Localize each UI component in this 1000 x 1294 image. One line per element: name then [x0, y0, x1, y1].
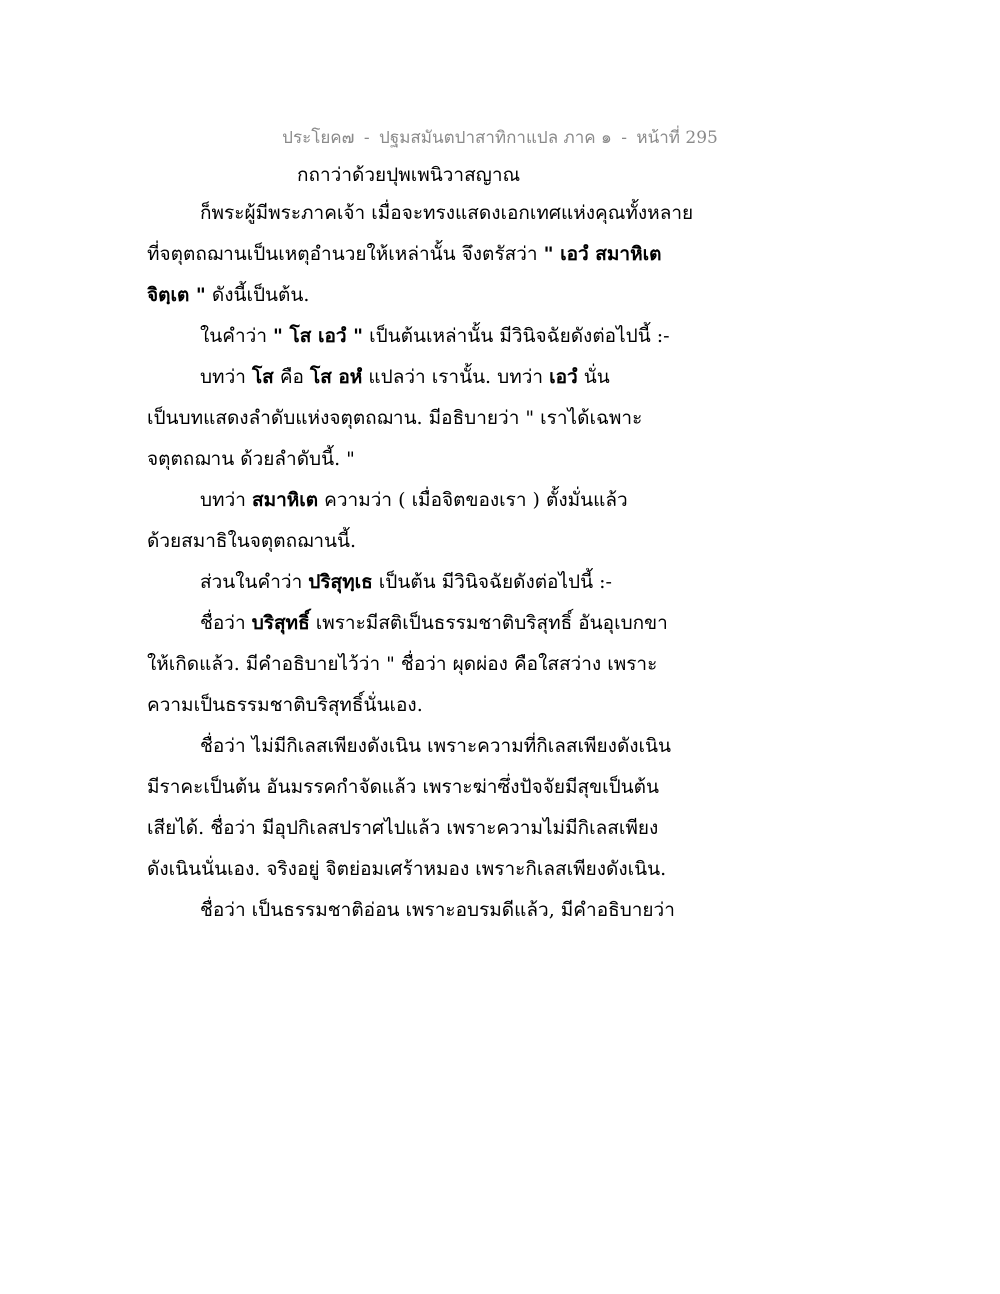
key-term: บริสุทธิ์ — [251, 612, 310, 634]
text-line: ส่วนในคำว่า ปริสุทฺเธ เป็นต้น มีวินิจฉัยดังต่อไปนี้ :- — [200, 571, 612, 593]
pali-term: เอวํ — [549, 366, 578, 388]
text-line: ความเป็นธรรมชาติบริสุทธิ์นั่นเอง. — [147, 694, 423, 716]
text-line: จิตฺเต " ดังนี้เป็นต้น. — [147, 284, 310, 306]
text-line: ก็พระผู้มีพระภาคเจ้า เมื่อจะทรงแสดงเอกเทศแห่งคุณทั้งหลาย — [200, 202, 694, 224]
text-line: เป็นบทแสดงลำดับแห่งจตุตถฌาน. มีอธิบายว่า " เราได้เฉพาะ — [147, 407, 643, 429]
text-line: เสียได้. ชื่อว่า มีอุปกิเลสปราศไปแล้ว เพราะความไม่มีกิเลสเพียง — [147, 817, 659, 839]
header-separator: - — [363, 128, 370, 148]
text-line: มีราคะเป็นต้น อันมรรคกำจัดแล้ว เพราะฆ่าซึ่งปัจจัยมีสุขเป็นต้น — [147, 776, 659, 798]
header-chapter: ประโยค๗ — [282, 128, 355, 148]
text-line: ชื่อว่า ไม่มีกิเลสเพียงดังเนิน เพราะความที่กิเลสเพียงดังเนิน — [200, 735, 672, 757]
pali-term: โส อหํ — [309, 366, 363, 388]
text-line: ดังเนินนั่นเอง. จริงอยู่ จิตย่อมเศร้าหมอง เพราะกิเลสเพียงดังเนิน. — [147, 858, 667, 880]
pali-term: สมาหิเต — [251, 489, 319, 511]
text-line: จตุตถฌาน ด้วยลำดับนี้. " — [147, 448, 355, 470]
pali-term: " เอวํ สมาหิเต — [543, 243, 662, 265]
text-line: ชื่อว่า เป็นธรรมชาติอ่อน เพราะอบรมดีแล้ว, มีคำอธิบายว่า — [200, 899, 675, 921]
pali-term: " โส เอวํ " — [273, 325, 364, 347]
text-line: ด้วยสมาธิในจตุตถฌานนี้. — [147, 530, 357, 552]
header-page-number: หน้าที่ 295 — [636, 128, 718, 148]
running-header — [0, 124, 1000, 151]
text-line: บทว่า โส คือ โส อหํ แปลว่า เรานั้น. บทว่า เอวํ นั่น — [200, 366, 610, 388]
header-book-title: ปฐมสมันตปาสาทิกาแปล ภาค ๑ — [379, 128, 612, 148]
header-separator: - — [621, 128, 627, 148]
text-line: บทว่า สมาหิเต ความว่า ( เมื่อจิตของเรา ) ตั้งมั่นแล้ว — [200, 489, 628, 511]
pali-term: โส — [251, 366, 274, 388]
text-line: ที่จตุตถฌานเป็นเหตุอำนวยให้เหล่านั้น จึงตรัสว่า " เอวํ สมาหิเต — [147, 243, 662, 265]
text-line: ในคำว่า " โส เอวํ " เป็นต้นเหล่านั้น มีวินิจฉัยดังต่อไปนี้ :- — [200, 325, 670, 347]
text-line: ชื่อว่า บริสุทธิ์ เพราะมีสติเป็นธรรมชาติบริสุทธิ์ อันอุเบกขา — [200, 612, 668, 634]
text-line: ให้เกิดแล้ว. มีคำอธิบายไว้ว่า " ชื่อว่า ผุดผ่อง คือใสสว่าง เพราะ — [147, 653, 658, 675]
pali-term: จิตฺเต " — [147, 284, 206, 306]
pali-term: ปริสุทฺเธ — [308, 571, 373, 593]
section-title: กถาว่าด้วยปุพเพนิวาสญาณ — [297, 164, 521, 186]
